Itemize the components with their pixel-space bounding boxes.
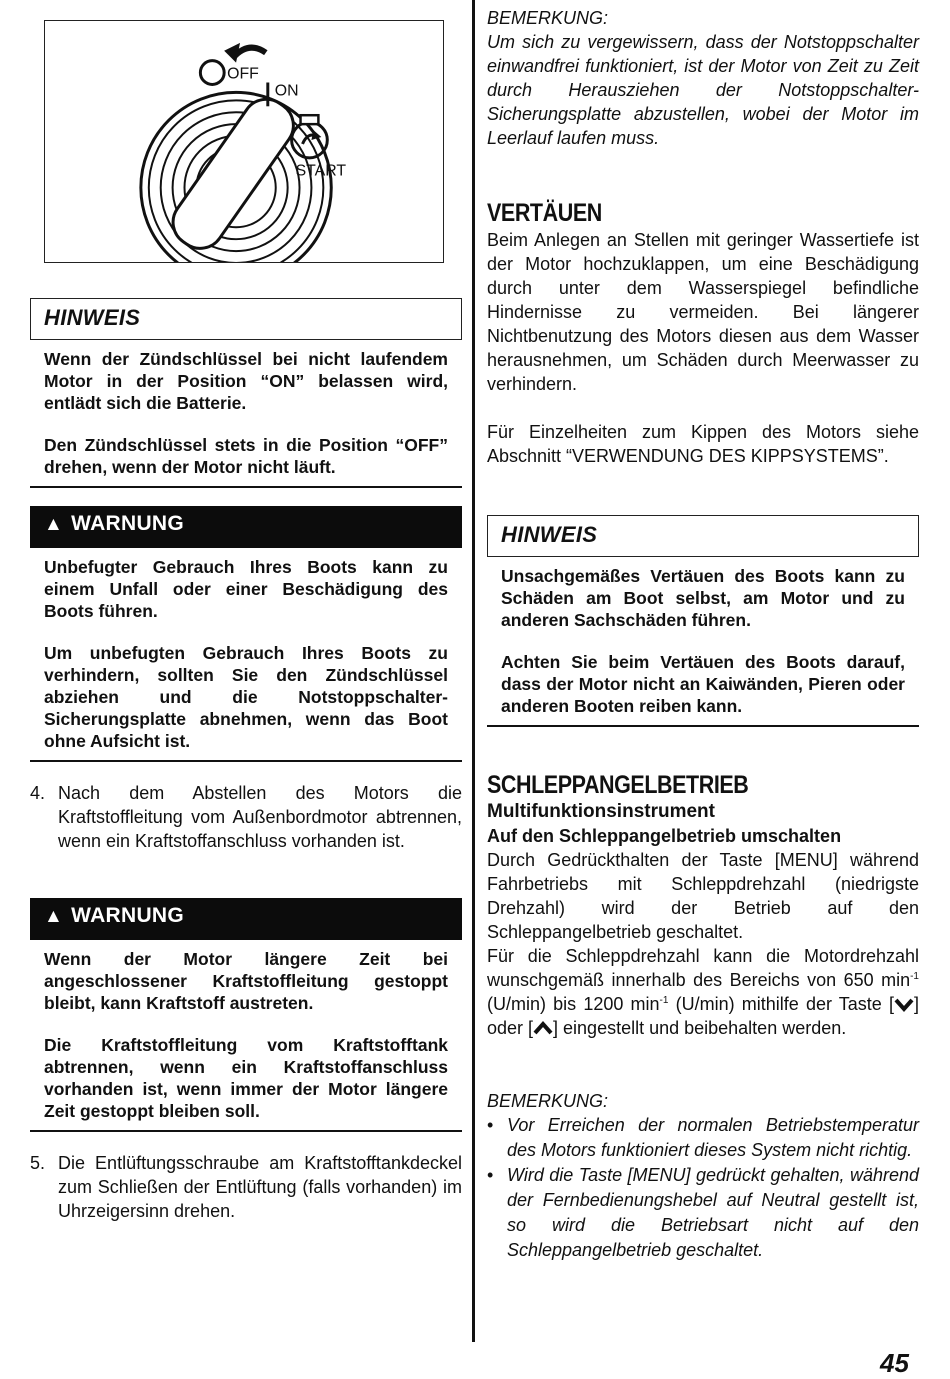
hinweis-heading: HINWEIS	[30, 298, 462, 340]
hinweis-note-mooring	[487, 515, 919, 727]
section-title: SCHLEPPANGELBETRIEB	[487, 771, 749, 799]
step-number: 5.	[30, 1153, 46, 1173]
ignition-switch-figure	[44, 20, 444, 263]
warning-triangle-icon: ▲	[44, 514, 64, 535]
warnung-heading	[30, 898, 462, 940]
bemerkung-trolling	[487, 1089, 919, 1263]
warnung-bottom-rule	[30, 1130, 462, 1132]
chevron-down-icon	[894, 995, 914, 1013]
hinweis-bottom-rule	[30, 486, 462, 488]
warnung-paragraph-1: Unbefugter Gebrauch Ihres Boots kann zu einem Unfall oder einer Beschädigung des Boots führen.	[44, 557, 448, 621]
hinweis-note-battery	[30, 298, 462, 488]
bemerkung-kill-switch	[487, 6, 919, 150]
warnung-paragraph-2: Um unbefugten Gebrauch Ihres Boots zu verhindern, sollten Sie den Zündschlüssel abziehen und die Notstoppschalter-Sicherungsplatte abnehmen, wenn das Boot ohne Aufsicht ist.	[44, 643, 448, 751]
start-label: START	[295, 162, 347, 180]
bemerkung-bullet	[487, 1163, 919, 1263]
hinweis-paragraph-1: Unsachgemäßes Vertäuen des Boots kann zu Schäden am Boot selbst, am Motor und zu anderen Sachschäden führen.	[501, 566, 905, 630]
vertaeuen-paragraph-1: Beim Anlegen an Stellen mit geringer Wassertiefe ist der Motor hochzuklappen, um eine Beschädigung durch unter dem Wasserspiegel befindliche Hindernisse zu vermeiden. Bei längerer Nichtbenutzung des Motors diesen aus dem Wasser herausnehmen, um Schäden durch Meerwasser zu verhindern.	[487, 230, 919, 394]
hinweis-body	[487, 565, 919, 717]
step-text: Die Entlüftungsschraube am Kraftstofftankdeckel zum Schließen der Entlüftung (falls vorhanden) im Uhrzeigersinn drehen.	[58, 1153, 462, 1221]
warnung-box-fuel-line	[30, 898, 462, 1132]
step-5	[30, 1151, 462, 1223]
on-label: ON	[274, 82, 299, 100]
column-divider	[472, 0, 475, 1342]
bullet-text: Vor Erreichen der normalen Betriebstemperatur des Motors funktioniert dieses System nicht richtig.	[507, 1115, 919, 1160]
warnung-title: WARNUNG	[71, 512, 185, 535]
bemerkung-text: Um sich zu vergewissern, dass der Notstoppschalter einwandfrei funktioniert, ist der Motor von Zeit zu Zeit durch Herausziehen der Notstoppschalter-Sicherungsplatte abzustellen, wobei der Motor im Leerlauf laufen muss.	[487, 32, 919, 148]
bullet-text: Wird die Taste [MENU] gedrückt gehalten, während der Fernbedienungshebel auf Neutral gestellt ist, so wird die Betriebsart nicht auf den Schleppangelbetrieb geschaltet.	[507, 1165, 919, 1260]
bemerkung-label: BEMERKUNG:	[487, 8, 609, 28]
subsubsection-title: Auf den Schleppangelbetrieb umschalten	[487, 826, 842, 846]
bullet-marker: •	[487, 1165, 494, 1185]
ignition-switch-illustration	[45, 21, 443, 262]
step-number: 4.	[30, 783, 46, 803]
warnung-bottom-rule	[30, 760, 462, 762]
hinweis-paragraph-1: Wenn der Zündschlüssel bei nicht laufendem Motor in der Position “ON” belassen wird, entlädt sich die Batterie.	[44, 349, 448, 413]
warnung-title: WARNUNG	[71, 904, 185, 927]
section-schleppangelbetrieb	[487, 770, 919, 1040]
warnung-heading	[30, 506, 462, 548]
warnung-paragraph-1: Wenn der Motor längere Zeit bei angeschlossener Kraftstoffleitung gestoppt bleibt, kann Kraftstoff austreten.	[44, 949, 448, 1013]
warnung-paragraph-2: Die Kraftstoffleitung vom Kraftstofftank abtrennen, wenn ein Kraftstoffanschluss vorhanden ist, wenn immer der Motor längere Zeit gestoppt bleiben soll.	[44, 1035, 448, 1121]
off-label: OFF	[227, 65, 259, 83]
hinweis-body	[30, 348, 462, 478]
hinweis-paragraph-2: Den Zündschlüssel stets in die Position “OFF” drehen, wenn der Motor nicht läuft.	[44, 435, 448, 477]
step-text: Nach dem Abstellen des Motors die Kraftstoffleitung vom Außenbordmotor abtrennen, wenn ein Kraftstoffanschluss vorhanden ist.	[58, 783, 462, 851]
bullet-marker: •	[487, 1115, 494, 1135]
bemerkung-bullet	[487, 1113, 919, 1163]
hinweis-heading: HINWEIS	[487, 515, 919, 557]
subsection-title: Multifunktionsinstrument	[487, 801, 715, 822]
warnung-box-unauthorized-use	[30, 506, 462, 762]
bemerkung-label: BEMERKUNG:	[487, 1091, 609, 1111]
warning-triangle-icon: ▲	[44, 906, 64, 927]
hinweis-paragraph-2: Achten Sie beim Vertäuen des Boots darauf, dass der Motor nicht an Kaiwänden, Pieren oder anderen Booten reiben kann.	[501, 652, 905, 716]
section-vertaeuen	[487, 198, 919, 468]
chevron-up-icon	[533, 1019, 553, 1037]
hinweis-bottom-rule	[487, 725, 919, 727]
warnung-body	[30, 948, 462, 1122]
warnung-body	[30, 556, 462, 752]
schleppangel-paragraph-1: Durch Gedrückthalten der Taste [MENU] während Fahrbetriebs mit Schleppdrehzahl (niedrigste Drehzahl) wird der Betrieb auf den Schleppangelbetrieb geschaltet.	[487, 850, 919, 942]
schleppangel-paragraph-2: Für die Schleppdrehzahl kann die Motordrehzahl wunschgemäß innerhalb des Bereichs von 650 $\min^{-1} (U/\min)$ bis 1200 $\min^{-1} (U/\min)$ mithilfe der Taste [ ] oder [ ] eingestellt und beibehalten werden.	[487, 946, 919, 1038]
vertaeuen-paragraph-2: Für Einzelheiten zum Kippen des Motors siehe Abschnitt “VERWENDUNG DES KIPPSYSTEMS”.	[487, 422, 919, 466]
step-4	[30, 781, 462, 853]
section-title: VERTÄUEN	[487, 199, 602, 227]
page-number: 45	[880, 1348, 909, 1378]
